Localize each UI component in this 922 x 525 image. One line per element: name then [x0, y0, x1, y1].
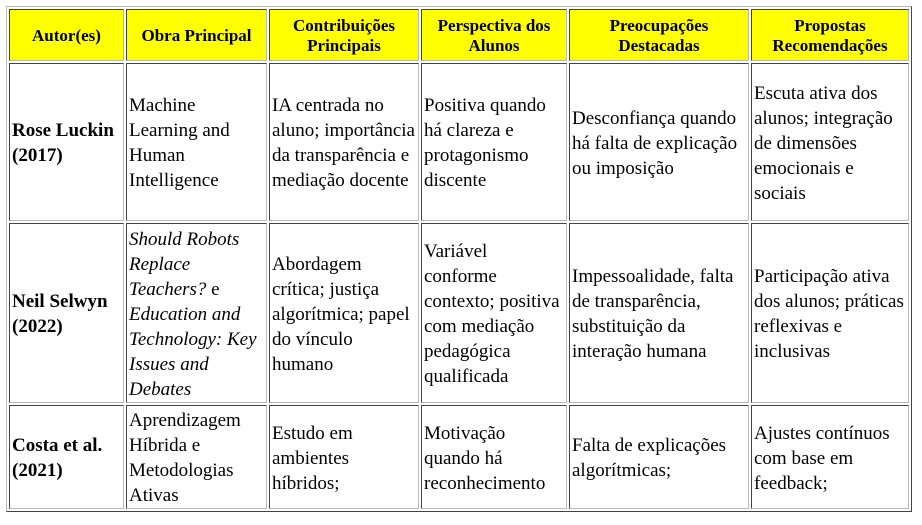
cell-main-work: Aprendizagem Híbrida e Metodologias Ativas	[126, 405, 267, 509]
column-header-main-work: Obra Principal	[126, 9, 267, 61]
cell-proposals: Participação ativa dos alunos; práticas reflexivas e inclusivas	[751, 223, 909, 403]
column-header-proposals: Propostas Recomendações	[751, 9, 909, 61]
table-row	[9, 405, 909, 509]
cell-proposals: Escuta ativa dos alunos; integração de dimensões emocionais e sociais	[751, 63, 909, 221]
work-title-2: Education and Technology: Key Issues and Debates	[129, 303, 257, 400]
cell-main-work	[126, 223, 267, 403]
column-header-student-perspective: Perspectiva dos Alunos	[421, 9, 567, 61]
literature-review-table	[6, 6, 912, 512]
cell-concerns: Desconfiança quando há falta de explicação ou imposição	[569, 63, 749, 221]
cell-author: Costa et al. (2021)	[9, 405, 124, 509]
cell-perspective: Positiva quando há clareza e protagonismo discente	[421, 63, 567, 221]
work-connector: e	[206, 278, 220, 300]
work-title-1: Should Robots Replace Teachers?	[129, 228, 240, 300]
cell-proposals: Ajustes contínuos com base em feedback;	[751, 405, 909, 509]
cell-author: Neil Selwyn (2022)	[9, 223, 124, 403]
cell-main-work: Machine Learning and Human Intelligence	[126, 63, 267, 221]
column-header-author: Autor(es)	[9, 9, 124, 61]
column-header-contributions: Contribuições Principais	[269, 9, 419, 61]
cell-perspective: Variável conforme contexto; positiva com mediação pedagógica qualificada	[421, 223, 567, 403]
cell-concerns: Falta de explicações algorítmicas;	[569, 405, 749, 509]
table-row	[9, 63, 909, 221]
cell-contributions: Abordagem crítica; justiça algorítmica; papel do vínculo humano	[269, 223, 419, 403]
table-row	[9, 223, 909, 403]
cell-contributions: Estudo em ambientes híbridos;	[269, 405, 419, 509]
cell-author: Rose Luckin (2017)	[9, 63, 124, 221]
header-row	[9, 9, 909, 61]
cell-concerns: Impessoalidade, falta de transparência, substituição da interação humana	[569, 223, 749, 403]
column-header-concerns: Preocupações Destacadas	[569, 9, 749, 61]
cell-contributions: IA centrada no aluno; importância da transparência e mediação docente	[269, 63, 419, 221]
table-wrapper	[6, 6, 912, 512]
cell-perspective: Motivação quando há reconhecimento	[421, 405, 567, 509]
